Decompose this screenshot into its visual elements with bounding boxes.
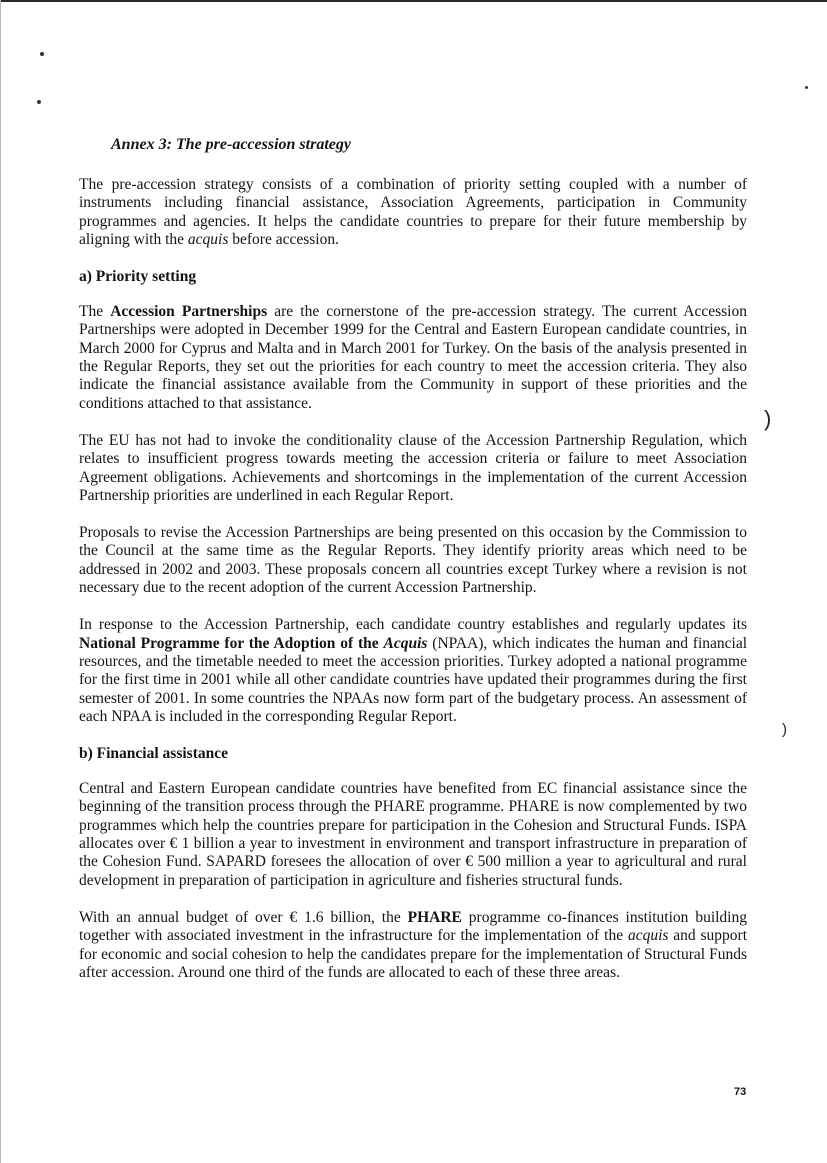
margin-mark: ) (764, 406, 772, 431)
paragraph-text: are the cornerstone of the pre-accession strategy. The current Accession Partnerships were adopted in December 1999 for the Central and Eastern European candidate countries, in March 2000 for Cyprus and Malta and in March 2001 for Turkey. On the basis of the analysis presented in the Regular Reports, they set out the priorities for each country to meet the accession criteria. They also indicate the financial assistance available from the Community in support of these priorities and the conditions attached to that assistance. (79, 303, 747, 412)
intro-paragraph (79, 176, 747, 249)
section-a-paragraph-2: The EU has not had to invoke the conditionality clause of the Accession Partnership Regulation, which relates to insufficient progress towards meeting the accession criteria or failure to meet Association Agreement obligations. Achievements and shortcomings in the implementation of the current Accession Partnership priorities are underlined in each Regular Report. (79, 431, 747, 504)
section-a-paragraph-1 (79, 303, 747, 413)
phare-term: PHARE (407, 908, 462, 926)
scan-left-border (0, 0, 1, 1163)
section-a-paragraph-3: Proposals to revise the Accession Partnerships are being presented on this occasion by the Commission to the Council at the same time as the Regular Reports. They identify priority areas which need to be addressed in 2002 and 2003. These proposals concern all countries except Turkey where a revision is not necessary due to the recent adoption of the current Accession Partnership. (79, 524, 747, 597)
npaa-term: National Programme for the Adoption of the (79, 634, 384, 652)
margin-mark: ) (782, 721, 787, 738)
paragraph-text: In response to the Accession Partnership, each candidate country establishes and regularly updates its (79, 616, 747, 634)
paragraph-text: (NPAA), which indicates the human and financial resources, and the timetable needed to meet the accession priorities. Turkey adopted a national programme for the first time in 2001 while all other candidate countries have updated their programmes during the first semester of 2001. In some countries the NPAAs now form part of the budgetary process. An assessment of each NPAA is included in the corresponding Regular Report. (79, 634, 748, 725)
paragraph-text: and support for economic and social cohesion to help the candidates prepare for the implementation of Structural Funds after accession. Around one third of the funds are allocated to each of these three areas. (79, 927, 747, 981)
scan-speck (37, 100, 41, 104)
acquis-term: acquis (187, 230, 229, 248)
document-body (79, 136, 747, 1001)
intro-text-end: before accession. (228, 230, 339, 248)
page-number: 73 (734, 1086, 747, 1098)
section-a-paragraph-4 (79, 616, 747, 726)
acquis-term: acquis (627, 927, 669, 945)
section-b-paragraph-2 (79, 909, 747, 982)
intro-text: The pre-accession strategy consists of a combination of priority setting coupled with a number of instruments including financial assistance, Association Agreements, participation in Community programmes and agencies. It helps the candidate countries to prepare for their future membership by aligning with the (79, 176, 747, 248)
section-b-paragraph-1: Central and Eastern European candidate countries have benefited from EC financial assistance since the beginning of the transition process through the PHARE programme. PHARE is now complemented by two programmes which help the countries prepare for participation in the Cohesion and Structural Funds. ISPA allocates over € 1 billion a year to investment in environment and transport infrastructure in preparation of the Cohesion Fund. SAPARD foresees the allocation of over € 500 million a year to agricultural and rural development in preparation of participation in agriculture and fisheries structural funds. (79, 780, 747, 889)
scan-speck (40, 52, 44, 56)
paragraph-text: The (79, 303, 111, 321)
paragraph-text: programme co-finances institution building together with associated investment in the infrastructure for the implementation of the (79, 908, 747, 945)
section-b-heading: b) Financial assistance (79, 745, 228, 763)
annex-title: Annex 3: The pre-accession strategy (111, 136, 351, 153)
paragraph-text: With an annual budget of over € 1.6 billion, the (79, 908, 408, 926)
scan-speck (805, 86, 808, 89)
acquis-term: Acquis (383, 634, 428, 652)
section-a-heading: a) Priority setting (79, 268, 197, 286)
scan-top-border (0, 0, 827, 2)
accession-partnerships-term: Accession Partnerships (110, 303, 268, 321)
